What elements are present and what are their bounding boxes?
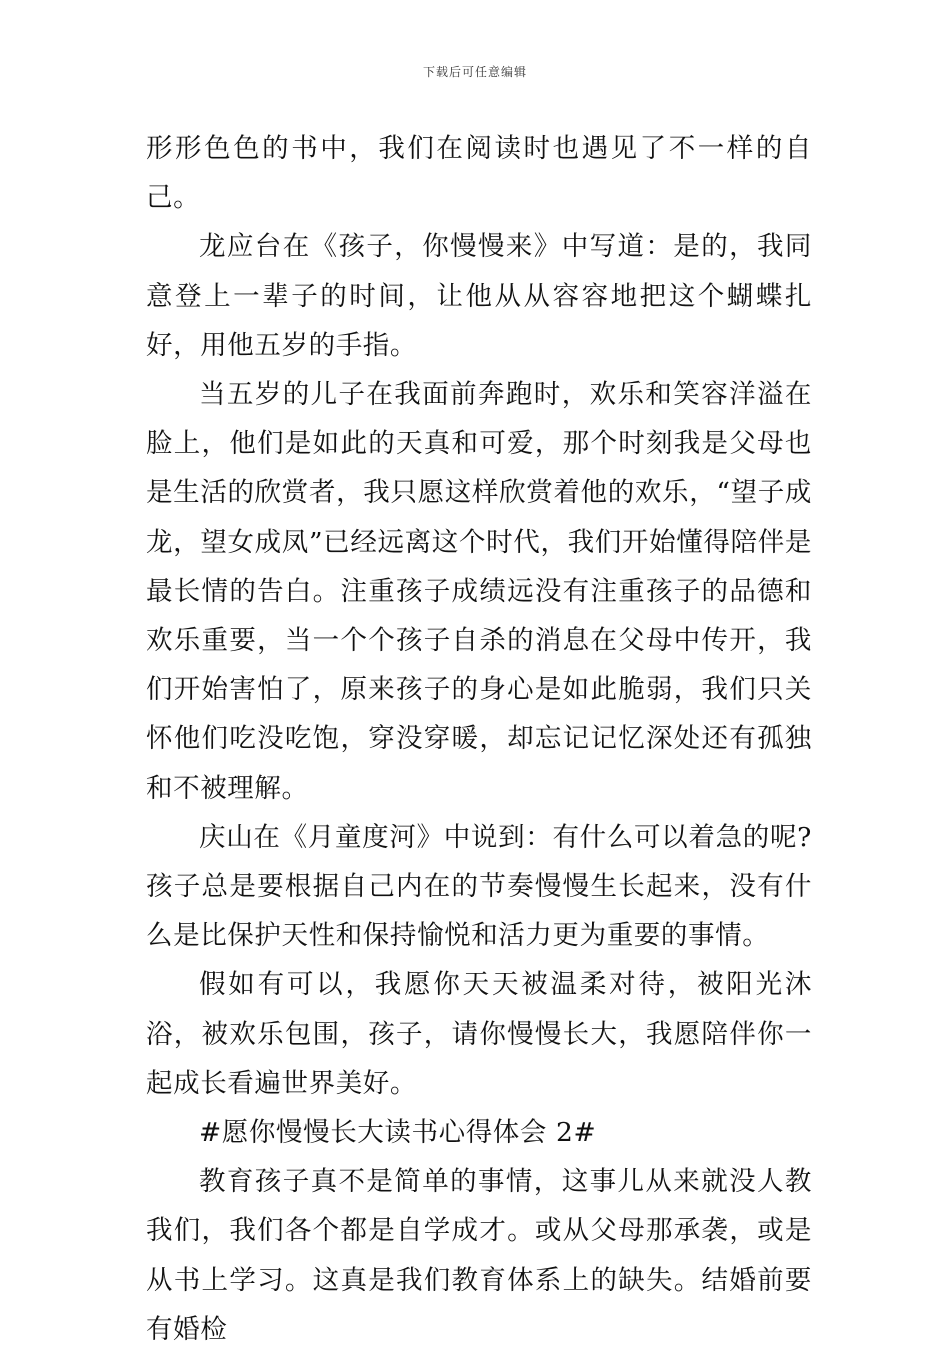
section-heading: #愿你慢慢长大读书心得体会 2# [199,1117,597,1149]
document-body [146,124,812,1354]
paragraph-son-running: 当五岁的儿子在我面前奔跑时，欢乐和笑容洋溢在脸上，他们是如此的天真和可爱，那个时刻我是父母也是生活的欣赏者，我只愿这样欣赏着他的欢乐，“望子成龙，望女成凤”已经远离这个时代，我们开始懂得陪伴是最长情的告白。注重孩子成绩远没有注重孩子的品德和欢乐重要，当一个个孩子自杀的消息在父母中传开，我们开始害怕了，原来孩子的身心是如此脆弱，我们只关怀他们吃没吃饱，穿没穿暖，却忘记记忆深处还有孤独和不被理解。 [146,379,812,804]
page-header-note: 下载后可任意编辑 [422,65,527,79]
paragraph-education: 教育孩子真不是简单的事情，这事儿从来就没人教我们，我们各个都是自学成才。或从父母那承袭，或是从书上学习。这真是我们教育体系上的缺失。结婚前要有婚检 [146,1166,812,1345]
paragraph-long-yingtai-quote: 龙应台在《孩子，你慢慢来》中写道：是的，我同意登上一辈子的时间，让他从从容容地把这个蝴蝶扎好，用他五岁的手指。 [146,231,812,361]
paragraph-qingshan-quote: 庆山在《月童度河》中说到：有什么可以着急的呢?孩子总是要根据自己内在的节奏慢慢生长起来，没有什么是比保护天性和保持愉悦和活力更为重要的事情。 [146,821,812,952]
paragraph-wish: 假如有可以，我愿你天天被温柔对待，被阳光沐浴，被欢乐包围，孩子，请你慢慢长大，我愿陪伴你一起成长看遍世界美好。 [146,969,812,1099]
paragraph-continuation: 形形色色的书中，我们在阅读时也遇见了不一样的自己。 [146,133,812,214]
